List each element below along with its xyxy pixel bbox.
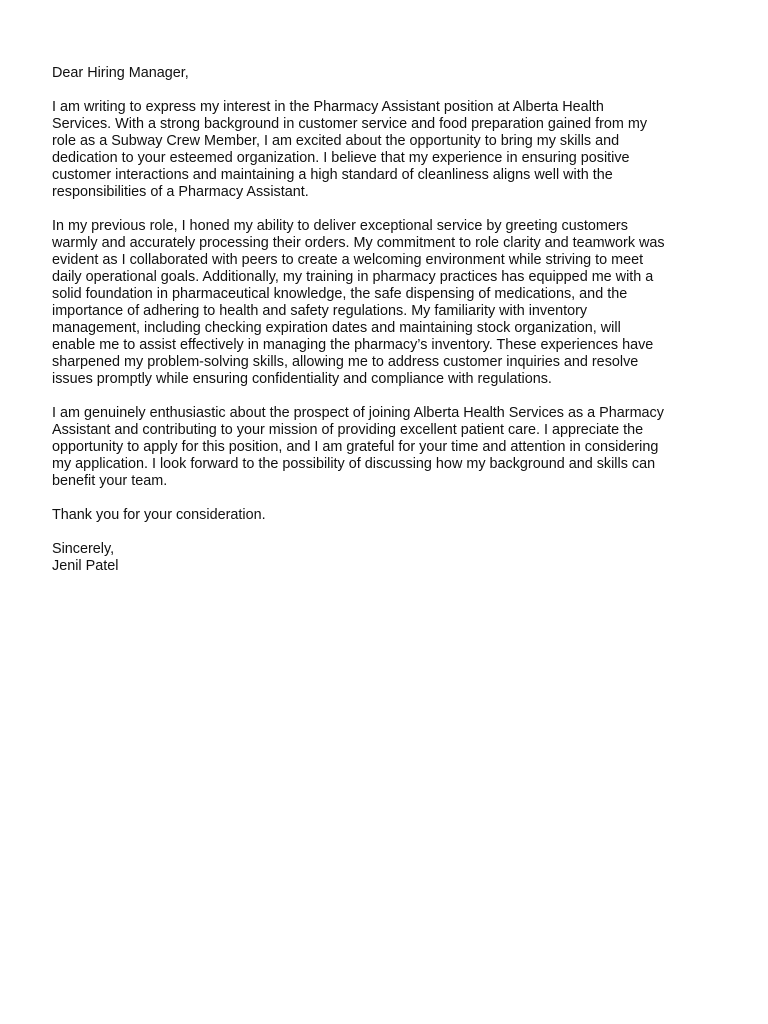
closing-line: Sincerely, <box>52 541 115 557</box>
paragraph-line: responsibilities of a Pharmacy Assistant. <box>52 184 309 200</box>
paragraph-line: role as a Subway Crew Member, I am excited about the opportunity to bring my skills and <box>52 133 620 149</box>
paragraph-line: management, including checking expiration dates and maintaining stock organization, will <box>52 320 621 336</box>
letter-greeting <box>52 65 720 82</box>
letter-paragraph-3 <box>52 405 720 490</box>
paragraph-line: solid foundation in pharmaceutical knowledge, the safe dispensing of medications, and the <box>52 286 628 302</box>
paragraph-line: Services. With a strong background in customer service and food preparation gained from my <box>52 116 648 132</box>
paragraph-line: importance of adhering to health and safety regulations. My familiarity with inventory <box>52 303 588 319</box>
paragraph-line: warmly and accurately processing their orders. My commitment to role clarity and teamwork was <box>52 235 665 251</box>
letter-paragraph-4 <box>52 507 720 524</box>
paragraph-line: Assistant and contributing to your mission of providing excellent patient care. I appreciate the <box>52 422 644 438</box>
paragraph-line: customer interactions and maintaining a high standard of cleanliness aligns well with the <box>52 167 613 183</box>
paragraph-line: I am writing to express my interest in the Pharmacy Assistant position at Alberta Health <box>52 99 604 115</box>
paragraph-line: I am genuinely enthusiastic about the prospect of joining Alberta Health Services as a Pharmacy <box>52 405 664 421</box>
paragraph-line: opportunity to apply for this position, and I am grateful for your time and attention in considering <box>52 439 659 455</box>
paragraph-line: sharpened my problem-solving skills, allowing me to address customer inquiries and resolve <box>52 354 639 370</box>
letter-paragraph-1 <box>52 99 720 201</box>
signature-name: Jenil Patel <box>52 558 119 574</box>
letter-paragraph-2 <box>52 218 720 388</box>
paragraph-line: my application. I look forward to the possibility of discussing how my background and skills can <box>52 456 656 472</box>
paragraph-line: Thank you for your consideration. <box>52 507 266 523</box>
paragraph-line: benefit your team. <box>52 473 168 489</box>
greeting-line: Dear Hiring Manager, <box>52 65 189 81</box>
letter-signoff <box>52 541 720 575</box>
paragraph-line: evident as I collaborated with peers to create a welcoming environment while striving to meet <box>52 252 644 268</box>
cover-letter <box>52 65 720 575</box>
paragraph-line: daily operational goals. Additionally, my training in pharmacy practices has equipped me with a <box>52 269 654 285</box>
paragraph-line: issues promptly while ensuring confidentiality and compliance with regulations. <box>52 371 552 387</box>
paragraph-line: dedication to your esteemed organization. I believe that my experience in ensuring positive <box>52 150 630 166</box>
paragraph-line: enable me to assist effectively in managing the pharmacy’s inventory. These experiences have <box>52 337 654 353</box>
paragraph-line: In my previous role, I honed my ability to deliver exceptional service by greeting customers <box>52 218 628 234</box>
